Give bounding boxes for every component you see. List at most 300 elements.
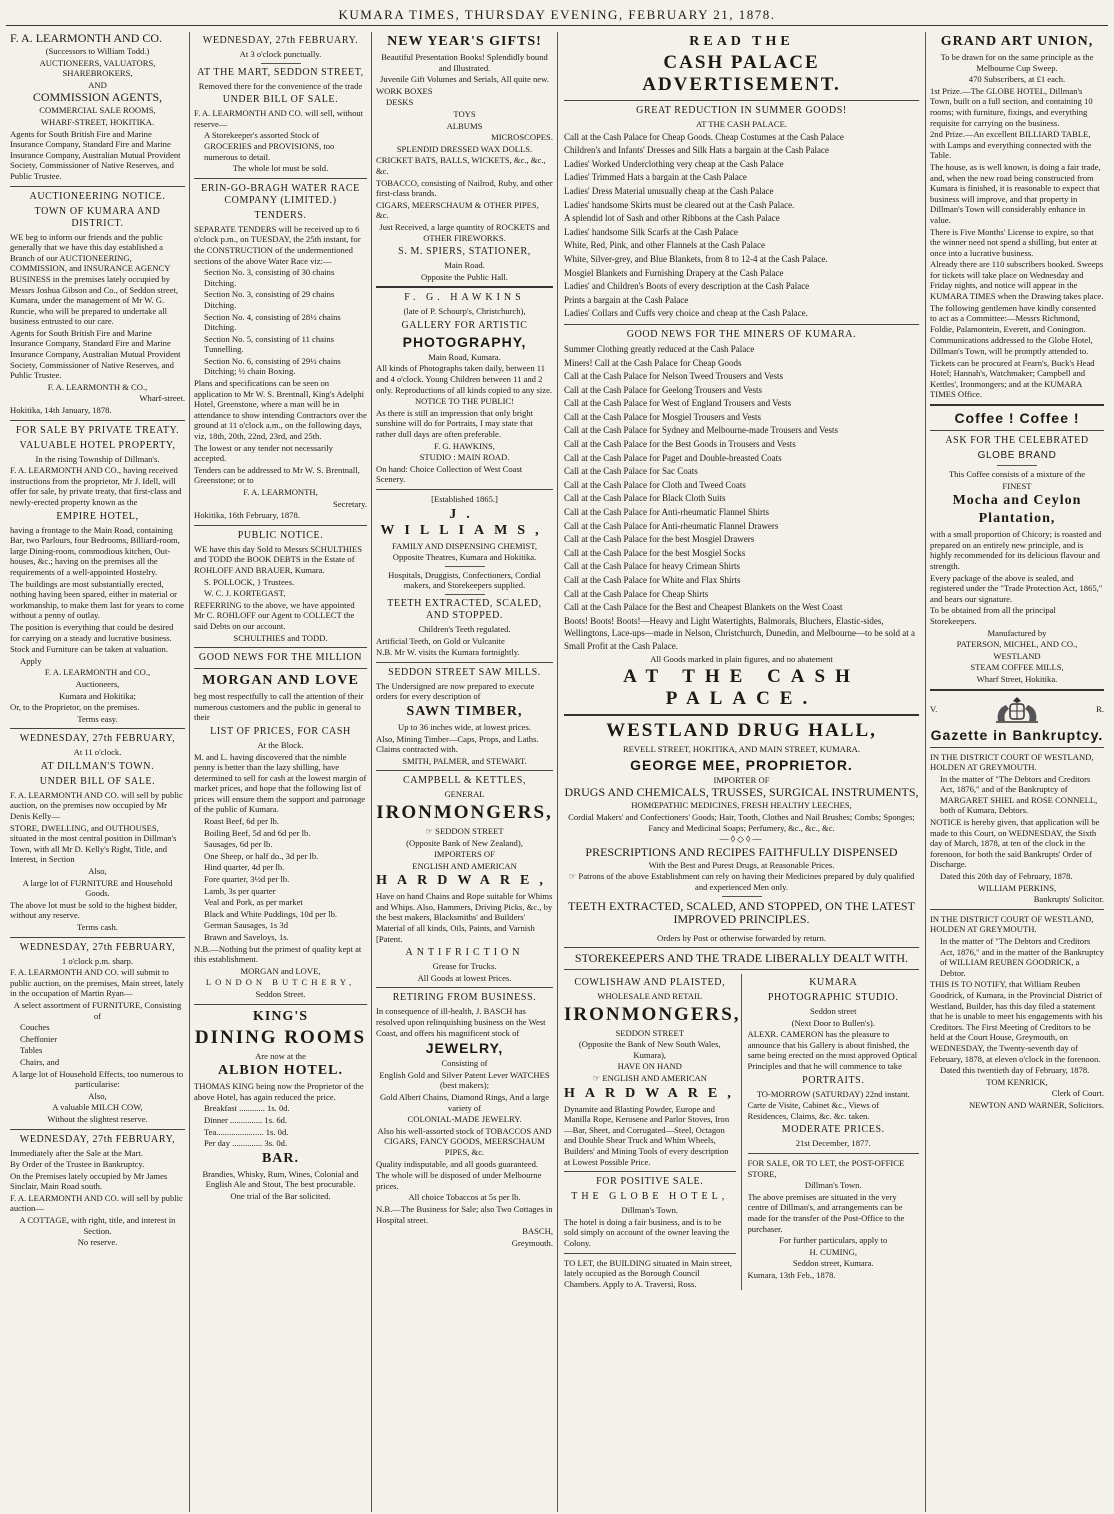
ad-heading: HARDWARE,	[564, 1085, 741, 1101]
ad-heading: FOR SALE BY PRIVATE TREATY.	[15, 424, 180, 436]
price-item: Hind quarter, 4d per lb.	[204, 862, 285, 873]
ad-text: Already there are 110 subscribers booked. Sweeps for tickets will take place on Wednesday and Friday nights, and notice will appear in the KUMARA TIMES when the Drawing takes place.	[930, 259, 1104, 302]
ad-heading: ASK FOR THE CELEBRATED	[945, 435, 1089, 446]
ad-line: 470 Subscribers, at £1 each.	[968, 74, 1066, 85]
columns	[6, 32, 1108, 1512]
ad-line: (Opposite Bank of New Zealand),	[406, 837, 523, 848]
ad-line: CRICKET BATS, BALLS, WICKETS, &c., &c., &c.	[376, 155, 546, 176]
ad-heading: ALBION HOTEL.	[217, 1063, 344, 1079]
ad-line: WORK BOXES	[376, 85, 433, 96]
ad-heading: Coffee ! Coffee !	[954, 410, 1080, 426]
ad-signature: Clerk of Court.	[1051, 1088, 1104, 1099]
meal-name: Tea......................	[204, 1126, 264, 1137]
column-3	[372, 32, 558, 1512]
divider	[261, 63, 301, 64]
dining-price-list	[194, 1103, 367, 1148]
pointing-hand-icon: ☞	[568, 871, 577, 882]
ad-line: Terms cash.	[77, 922, 118, 932]
ad-line: ALBUMS	[446, 120, 483, 131]
list-item: Call at the Cash Palace for Sydney and Melbourne-made Trousers and Vests	[564, 425, 839, 436]
ad-heading: EMPIRE HOTEL,	[56, 510, 139, 522]
ad-line: TEETH EXTRACTED, SCALED, AND STOPPED, ON THE LATEST IMPROVED PRINCIPLES.	[568, 898, 915, 926]
ad-line: (late of P. Schourp's, Christchurch),	[403, 306, 526, 317]
ad-heading: PORTRAITS.	[802, 1074, 865, 1086]
ad-text: Stock and Furniture can be taken at valuation.	[10, 644, 168, 655]
ad-line: COLONIAL-MADE JEWELRY.	[407, 1114, 522, 1125]
ad-date: Dated this 20th day of February, 1878.	[940, 871, 1073, 882]
ad-text: Plans and specifications can be seen on application to Mr W. S. Brentnall, King's Adelphi Hotel, Greenstone, where a man will be in attendance to show intending Contractors over the ground at 11 o'clock a.m., on the following days, viz, 18th, 20th, 22nd, 23rd, and 25th.	[194, 378, 367, 442]
ad-line: SPLENDID DRESSED WAX DOLLS.	[396, 143, 533, 154]
ad-heading: GOOD NEWS FOR THE MINERS OF KUMARA.	[626, 328, 857, 340]
list-item: Boots! Boots! Boots!—Heavy and Light Watertights, Balmorals, Bluchers, Elastic-sides, Wellingtons, Lace-ups—made in Nelson, Christchurch, Dunedin, and Melbourne—to be sold at a Small Profit at the Cash Palace.	[564, 615, 915, 651]
ad-line: All choice Tobaccos at 5s per lb.	[408, 1192, 521, 1203]
ad-line: At 11 o'clock.	[73, 747, 122, 758]
divider	[194, 525, 367, 526]
trustee-name: W. C. J. KORTEGAST,	[204, 588, 286, 599]
ad-heading: FOR POSITIVE SALE.	[596, 1176, 704, 1188]
ad-line: Section No. 3, consisting of 30 chains Ditching.	[204, 267, 335, 288]
column-5	[926, 32, 1108, 1512]
ad-signature: Bankrupts' Solicitor.	[1033, 894, 1104, 905]
ad-line: At the Block.	[257, 739, 304, 750]
ad-heading: COWLISHAW AND PLAISTED,	[574, 977, 726, 989]
ad-signature: STEAM COFFEE MILLS,	[970, 662, 1064, 673]
list-item: Call at the Cash Palace for Anti-rheumatic Flannel Drawers	[564, 520, 779, 531]
ad-heading: CASH PALACE ADVERTISEMENT.	[642, 52, 841, 95]
price-item: German Sausages, 1s 3d	[204, 920, 289, 931]
list-item: Summer Clothing greatly reduced at the Cash Palace	[564, 343, 755, 354]
ad-line: HAVE ON HAND	[617, 1061, 682, 1072]
ad-text: NOTICE is hereby given, that application will be made to this Court, on WEDNESDAY, the Sixth day of March, 1878, at ten of the clock in the forenoon, for both the said Bankrupts' Order of Discharge.	[930, 817, 1100, 870]
ad-line: At 3 o'clock punctually.	[239, 49, 322, 59]
ad-text: The lowest or any tender not necessarily accepted.	[194, 442, 333, 464]
column-4	[558, 32, 926, 1512]
ad-text: There is Five Months' License to expire, so that the winner need not spend a shilling, but enter at once into a lucrative business.	[930, 226, 1098, 258]
ad-text: By Order of the Trustee in Bankruptcy.	[10, 1159, 145, 1170]
ad-signature: SMITH, PALMER, and STEWART.	[402, 755, 527, 766]
ad-heading: NEW YEAR'S GIFTS!	[387, 34, 542, 49]
ad-signature: Terms easy.	[77, 713, 118, 724]
meal-name: Per day ..............	[204, 1138, 263, 1149]
ad-date: Dated this twentieth day of February, 1878.	[940, 1065, 1090, 1076]
list-item: Call at the Cash Palace for Paget and Double-breasted Coats	[564, 452, 782, 463]
price-item: Roast Beef, 6d per lb.	[204, 816, 279, 827]
ad-text: TO LET, the BUILDING situated in Main street, lately occupied as the Borough Council Chambers. Apply to A. Traversi, Ross.	[564, 1257, 732, 1289]
price-item: One Sheep, or half do., 3d per lb.	[204, 850, 319, 861]
divider	[10, 420, 185, 421]
ad-text: The house, as is well known, is doing a fair trade, and, when the new road being constructed from Kumara is finished, it is reasonable to expect that business will improve, and that property in Dillman's Town will considerably enhance in value.	[930, 161, 1101, 225]
divider	[564, 714, 919, 716]
divider	[930, 430, 1104, 431]
ad-date: Hokitika, 14th January, 1878.	[10, 405, 112, 416]
ornament-divider: —◊◇◊—	[719, 834, 764, 845]
ad-heading: RETIRING FROM BUSINESS.	[392, 992, 537, 1004]
ad-heading: TEETH EXTRACTED, SCALED, AND STOPPED.	[387, 597, 542, 621]
ad-text: All kinds of Photographs taken daily, between 11 and 4 o'clock. Young Children between 11 and 2 only. Reproductions of all kinds copied to any size.	[376, 363, 553, 395]
ad-text: Tenders can be addressed to Mr W. S. Brentnall, Greenstone; or to	[194, 464, 360, 486]
divider	[376, 489, 553, 490]
ad-line: AUCTIONEERS, VALUATORS, SHAREBROKERS,	[39, 57, 156, 79]
ad-line: TOYS	[453, 108, 476, 119]
list-item: Ladies' Collars and Cuffs very choice and cheap at the Cash Palace.	[564, 308, 808, 319]
ad-heading: PHOTOGRAPHY,	[402, 333, 527, 350]
divider	[564, 947, 919, 948]
list-item: Call at the Cash Palace for Anti-rheumatic Flannel Shirts	[564, 507, 769, 518]
ad-heading: SEDDON STREET SAW MILLS.	[388, 666, 541, 678]
ad-text: Agents for South British Fire and Marine Insurance Company, Standard Fire and Marine Insurance Company, Australian Mutual Provident Society, Commissioner of Native Reserves, and Public Trustee.	[10, 327, 181, 381]
learmonth-ad	[10, 32, 185, 182]
bottom-split	[564, 974, 919, 1290]
ad-heading: FOR SALE, OR TO LET, the POST-OFFICE STORE,	[747, 1158, 905, 1179]
ad-heading: WESTLAND DRUG HALL,	[606, 720, 877, 742]
ad-line: GENERAL	[444, 789, 485, 800]
divider	[194, 1004, 367, 1005]
ad-line: Section No. 5, consisting of 11 chains Tunnelling.	[204, 333, 335, 355]
ad-line: Without the slightest reserve.	[47, 1113, 148, 1124]
ad-text: STORE, DWELLING, and OUTHOUSES, situated in the most central position in Dillman's Town, with all Mr D. Kelly's Right, Title, and Interest, in Section	[10, 822, 177, 865]
ad-signature: Secretary.	[332, 498, 367, 509]
ad-line: Dillman's Town.	[621, 1205, 679, 1216]
ad-heading: THE GLOBE HOTEL,	[571, 1191, 729, 1203]
list-item: Call at the Cash Palace for West of England Trousers and Vests	[564, 398, 792, 409]
ad-line: Section No. 6, consisting of 29½ chains Ditching; ½ chain Boxing.	[204, 355, 341, 377]
list-item: Ladies' handsome Silk Scarfs at the Cash Palace	[564, 226, 738, 237]
divider	[997, 465, 1037, 466]
ad-signature: Or, to the Proprietor, on the premises.	[10, 702, 140, 713]
ad-line: FAMILY AND DISPENSING CHEMIST,	[391, 540, 538, 551]
ad-line: A large lot of FURNITURE and Household Goods.	[22, 877, 173, 899]
ad-text: The whole will be disposed of under Melbourne prices.	[376, 1170, 542, 1191]
reduction-list	[564, 131, 919, 320]
divider	[930, 689, 1104, 691]
ad-heading: DINING ROOMS	[194, 1026, 367, 1048]
ad-line: Juvenile Gift Volumes and Serials, All quite new.	[380, 74, 549, 85]
ad-heading: TENDERS.	[254, 209, 307, 221]
list-item: Call at the Cash Palace for Nelson Tweed Trousers and Vests	[564, 371, 784, 382]
ad-heading: WEDNESDAY, 27th FEBRUARY.	[202, 35, 359, 46]
divider	[564, 324, 919, 325]
ad-signature: Main Road.	[444, 260, 485, 271]
divider	[194, 668, 367, 669]
ad-heading: UNDER BILL OF SALE.	[39, 775, 156, 787]
ad-text: THOMAS KING being now the Proprietor of the above Hotel, has again reduced the price.	[194, 1081, 364, 1102]
ad-line: Section No. 4, consisting of 28½ chains Ditching.	[204, 311, 341, 333]
ad-line: Artificial Teeth, on Gold or Vulcanite	[376, 635, 505, 646]
ad-line: Orders by Post or otherwise forwarded by return.	[657, 932, 826, 943]
list-item: White, Silver-grey, and Blue Blankets, from 8 to 12-4 at the Cash Palace.	[564, 253, 828, 264]
price-item: Sausages, 6d per lb.	[204, 839, 273, 850]
ad-text: As there is still an impression that only bright sunshine will do for Portraits, I may state that rather dull days are often preferable.	[376, 407, 534, 440]
list-item: Call at the Cash Palace for the Best Goods in Trousers and Vests	[564, 439, 796, 450]
price-item: Black and White Puddings, 10d per lb.	[204, 908, 338, 919]
ad-heading: SAWN TIMBER,	[406, 703, 523, 719]
miners-list	[564, 343, 919, 653]
ad-signature: LONDON BUTCHERY,	[205, 977, 356, 988]
ad-signature: F. G. HAWKINS,	[434, 440, 495, 451]
ad-text: N.B.—The Business for Sale; also Two Cottages in Hospital street.	[376, 1203, 553, 1225]
divider	[10, 1129, 185, 1130]
ad-text: The following gentlemen have kindly consented to act as a Committee:—Messrs Richmond, Foldie, Palamontein, Everett, and Conington.	[930, 302, 1096, 334]
ad-line: All Goods at lowest Prices.	[417, 972, 512, 983]
ad-text: SEPARATE TENDERS will be received up to 6 o'clock p.m., on TUESDAY, the 25th instant, for the CONSTRUCTION of the undermentioned sections of the above Water Race viz:—	[194, 223, 361, 266]
ad-text: 2nd Prize.—An excellent BILLIARD TABLE, with Lamps and everything connected with the Table.	[930, 129, 1092, 161]
ad-line: For further particulars, apply to	[779, 1235, 888, 1246]
ad-line: ENGLISH AND AMERICAN	[412, 860, 517, 871]
ad-line: Brandies, Whisky, Rum, Wines, Colonial and English Ale and Stout, The best procurable.	[202, 1168, 359, 1190]
price-item: Brawn and Saveloys, 1s.	[204, 932, 289, 942]
ad-heading: IRONMONGERS,	[564, 1003, 741, 1025]
ad-signature: BASCH,	[522, 1226, 553, 1237]
ad-signature: Seddon street, Kumara.	[792, 1258, 874, 1269]
auction-notice-head: AUCTIONEERING NOTICE.	[29, 190, 166, 202]
ad-line: Couches	[20, 1022, 50, 1033]
ad-signature: Wharf-street.	[139, 393, 185, 404]
ad-text: Agents for South British Fire and Marine Insurance Company, Standard Fire and Marine Insurance Company, Australian Mutual Provident Society, Commissioner of Native Reserves, and Public Trustee.	[10, 128, 181, 181]
ad-heading: ERIN-GO-BRAGH WATER RACE COMPANY (LIMITED.)	[201, 182, 360, 206]
price-list	[194, 816, 367, 943]
list-item: Call at the Cash Palace for Sac Coats	[564, 466, 698, 477]
divider	[564, 100, 919, 101]
ad-text: WE beg to inform our friends and the public generally that we have this day established a Branch of our AUCTIONEERING, COMMISSION, and INSURANCE AGENCY BUSINESS in the premises lately occupied by Messrs Joshua Gibson and Co., of Seddon street, Kumara, under the management of Mr W. G. Runcie, who will be prepared to undertake all business entrusted to our care.	[10, 231, 179, 327]
ad-date: Kumara, 13th Feb., 1878.	[747, 1269, 836, 1280]
ad-heading: HARDWARE,	[376, 873, 553, 889]
ad-text: N.B.—Nothing but the primest of quality kept at this establishment.	[194, 943, 362, 965]
list-item: Call at the Cash Palace for Black Cloth Suits	[564, 493, 726, 504]
divider	[10, 728, 185, 729]
ad-heading: GOOD NEWS FOR THE MILLION	[198, 652, 363, 664]
ad-heading: GREAT REDUCTION IN SUMMER GOODS!	[636, 105, 847, 116]
ad-signature: Auctioneers,	[75, 678, 120, 689]
ad-text: In the matter of "The Debtors and Creditors Act, 1876," and in the matter of the Bankruptcy of WILLIAM REUBEN GOODRICK, a Debtor.	[940, 936, 1104, 978]
ad-signature: TOM KENRICK,	[986, 1076, 1048, 1087]
list-item: Children's and Infants' Dresses and Silk Hats a bargain at the Cash Palace	[564, 145, 830, 156]
ad-signature: S. M. SPIERS, STATIONER,	[398, 246, 531, 258]
ad-line: STOREKEEPERS AND THE TRADE LIBERALLY DEALT WITH.	[574, 951, 909, 966]
divider	[194, 647, 367, 648]
list-item: Ladies' Trimmed Hats a bargain at the Cash Palace	[564, 172, 747, 183]
list-item: Call at the Cash Palace for the Best and Cheapest Blankets on the West Coast	[564, 602, 843, 613]
price-item: Boiling Beef, 5d and 6d per lb.	[204, 827, 311, 838]
crest-letter: V.	[930, 704, 938, 715]
meal-price: 1s. 0d.	[265, 1126, 289, 1137]
ad-text: To be obtained from all the principal Storekeepers.	[930, 605, 1056, 626]
ad-line: Are now at the	[255, 1050, 306, 1061]
ad-line: ENGLISH AND AMERICAN	[602, 1073, 707, 1084]
dining-price-row	[204, 1115, 367, 1126]
ad-line: A valuable MILCH COW,	[52, 1102, 143, 1113]
ad-text: Carte de Visite, Cabinet &c., Views of Residences, Claims, &c. &c. taken.	[747, 1100, 880, 1121]
ad-line: WHOLESALE AND RETAIL	[597, 991, 703, 1002]
ck-street-line	[376, 826, 553, 837]
ad-heading: READ THE	[689, 34, 794, 49]
divider	[445, 566, 485, 567]
ad-heading: MODERATE PRICES.	[781, 1124, 885, 1136]
price-item: Fore quarter, 3½d per lb.	[204, 874, 290, 885]
ad-text: F. A. LEARMONTH AND CO. will sell by public auction, on the premises now occupied by Mr Denis Kelly—	[10, 789, 183, 822]
dining-price-row	[204, 1103, 367, 1114]
ad-line: English Gold and Silver Patent Lever WATCHES (best makers);	[379, 1069, 550, 1091]
list-item: Prints a bargain at the Cash Palace	[564, 294, 689, 305]
ad-heading: VALUABLE HOTEL PROPERTY,	[19, 439, 176, 451]
ad-line: Gold Albert Chains, Diamond Rings, And a large variety of	[379, 1092, 550, 1113]
ad-line: Beautiful Presentation Books! Splendidly bound and Illustrated.	[381, 52, 548, 73]
ad-line: IMPORTERS OF	[434, 849, 495, 860]
ad-text: Dynamite and Blasting Powder, Europe and Manilla Rope, Kerosene and Parlor Stoves, Iron—Bar, Sheet, and Corrugated—Steel, Octagon and Double Shear Truck and Whim Wheels, Builders' and Mining Tools of every description at Lowest Possible Price.	[564, 1103, 730, 1167]
ad-line: Main Road, Kumara.	[428, 351, 501, 362]
ad-heading: WEDNESDAY, 27th FEBRUARY,	[19, 1133, 176, 1145]
list-item: Call at the Cash Palace for White and Flax Shirts	[564, 575, 741, 585]
ad-text: In consequence of ill-health, J. BASCH has resolved upon relinquishing business on the West Coast, and offers his magnificent stock of	[376, 1006, 546, 1038]
list-item: Ladies' Worked Underclothing very cheap at the Cash Palace	[564, 158, 784, 169]
divider	[564, 969, 919, 970]
ad-line: Hospitals, Druggists, Confectioners, Cordial makers, and Storekeepers supplied.	[388, 569, 541, 591]
ad-line: DESKS	[386, 97, 414, 108]
divider	[10, 937, 185, 938]
ad-heading: GRAND ART UNION,	[940, 34, 1094, 49]
ad-signature: F. A. LEARMONTH & CO.,	[47, 381, 148, 392]
ad-text: The Undersigned are now prepared to execute orders for every description of	[376, 680, 535, 702]
ad-heading: TOWN OF KUMARA AND DISTRICT.	[34, 205, 161, 229]
ad-line: The whole lot must be sold.	[232, 163, 329, 174]
ad-line: COMMERCIAL SALE ROOMS,	[39, 105, 156, 116]
ad-text: Quality indisputable, and all goods guaranteed.	[376, 1158, 539, 1169]
ad-line: PRESCRIPTIONS AND RECIPES FAITHFULLY DISPENSED	[585, 844, 898, 859]
meal-price: 1s. 6d.	[264, 1114, 288, 1125]
ad-text: Also, Mining Timber—Caps, Props, and Laths. Claims contracted with.	[376, 733, 539, 755]
ad-signature: Apply	[20, 655, 42, 666]
divider	[376, 987, 553, 988]
ad-line: Cordial Makers' and Confectioners' Goods; Hair, Tooth, Clothes and Nail Brushes; Combs; Sponges; Fancy and Medicinal Soaps; Perfumery, &c., &c., &c.	[568, 811, 915, 833]
list-item: Call at the Cash Palace for the best Mosgiel Drawers	[564, 534, 755, 545]
divider	[376, 286, 553, 288]
ad-line: CIGARS, MEERSCHAUM & OTHER PIPES, &c.	[376, 199, 539, 221]
ad-text: F. A. LEARMONTH AND CO. will sell by public auction—	[10, 1192, 183, 1214]
ad-line: Patrons of the above Establishment can rely on having their Medicines prepared by duly qualified and experienced Men only.	[578, 871, 915, 892]
ad-text: On the Premises lately occupied by Mr James Sinclair, Main Road south.	[10, 1170, 168, 1192]
ad-line: A select assortment of FURNITURE, Consisting of	[13, 999, 182, 1021]
ad-signature: STUDIO : MAIN ROAD.	[419, 452, 510, 463]
ad-line: TOBACCO, consisting of Nailrod, Ruby, and other first-class brands.	[376, 177, 553, 199]
ad-line: Opposite Theatres, Kumara and Hokitika.	[392, 552, 537, 563]
ad-line: To be drawn for on the same principle as the Melbourne Cup Sweep.	[940, 52, 1094, 73]
ad-line: WHARF-STREET, HOKITIKA.	[40, 116, 155, 127]
ad-text: with a small proportion of Chicory; is roasted and prepared on an entirely new principle, and is highly recommended for its delicious flavour and strength.	[930, 529, 1102, 571]
column-1	[6, 32, 190, 1512]
dining-price-row	[204, 1127, 367, 1138]
ad-heading: IN THE DISTRICT COURT OF WESTLAND, HOLDEN AT GREYMOUTH.	[930, 913, 1094, 935]
ad-text: Communications addressed to the Globe Hotel, Dillman's Town, will be promptly attended to.	[930, 335, 1093, 357]
ad-line: Children's Teeth regulated.	[418, 623, 511, 634]
ad-line: 1 o'clock p.m. sharp.	[61, 955, 134, 966]
divider	[376, 770, 553, 771]
ad-line: One trial of the Bar solicited.	[230, 1190, 331, 1201]
ad-line: FINEST	[1002, 480, 1032, 491]
ad-heading: Mocha and Ceylon	[952, 493, 1082, 509]
ad-heading: GLOBE BRAND	[977, 450, 1057, 461]
ad-heading: WEDNESDAY, 27th FEBRUARY,	[19, 733, 176, 745]
ad-heading: UNDER BILL OF SALE.	[222, 94, 339, 106]
list-item: Ladies' handsome Skirts must be cleared out at the Cash Palace.	[564, 199, 795, 210]
ad-text: 1st Prize.—The GLOBE HOTEL, Dillman's Town, built on a full section, and containing 10 rooms; with furniture, fixings, and everything requisite for carrying on the business.	[930, 85, 1093, 128]
ad-line: AND	[88, 79, 107, 90]
ad-signature: SCHULTHIES and TODD.	[233, 632, 328, 643]
ad-heading: LIST OF PRICES, FOR CASH	[210, 725, 351, 737]
ad-signature: Wharf Street, Hokitika.	[976, 673, 1058, 684]
ad-line: (Successors to William Todd.)	[45, 46, 150, 56]
list-item: Call at the Cash Palace for heavy Crimean Shirts	[564, 561, 740, 572]
ad-line: Chairs, and	[20, 1056, 60, 1067]
ad-text: F. A. LEARMONTH AND CO. will sell, without reserve—	[194, 108, 364, 129]
ad-line: MICROSCOPES.	[491, 132, 553, 143]
ad-line: IMPORTER OF	[713, 774, 770, 785]
divider	[930, 404, 1104, 406]
meal-price: 3s. 0d.	[264, 1138, 288, 1149]
ad-line: Cheffonier	[20, 1033, 58, 1044]
divider	[930, 747, 1104, 748]
ad-text: The above premises are situated in the very centre of Dillman's, and arrangements can be made for the transfer of the Post-Office to the purchaser.	[747, 1191, 905, 1234]
ad-date: Hokitika, 16th February, 1878.	[194, 510, 300, 521]
meal-name: Breakfast ............	[204, 1103, 265, 1114]
ad-heading: PHOTOGRAPHIC STUDIO.	[767, 992, 899, 1004]
ad-line: COMMISSION AGENTS,	[32, 90, 163, 105]
ad-heading: KING'S	[252, 1008, 308, 1024]
ad-text: In the matter of "The Debtors and Creditors Act, 1876," and of the Bankruptcy of MARGARET SHIEL and ROSE CONNELL, both of Kumara, Debtors.	[940, 773, 1098, 816]
ad-line: Dillman's Town.	[804, 1180, 862, 1191]
ad-signature: WILLIAM PERKINS,	[977, 882, 1057, 893]
divider	[376, 662, 553, 663]
ad-line: Also,	[88, 1090, 107, 1101]
ad-text: The position is everything that could be desired for carrying on a steady and lucrative business.	[10, 621, 174, 643]
price-item: Veal and Pork, as per market	[204, 897, 303, 908]
ad-signature: Opposite the Public Hall.	[421, 271, 508, 282]
ad-text: A Storekeeper's assorted Stock of GROCERIES and PROVISIONS, too numerous to detail.	[204, 130, 335, 162]
ad-line: Tables	[20, 1045, 43, 1056]
ad-text: The buildings are most substantially erected, nothing having been spared, either in material or workmanship, to make them last for years to come without a penny of outlay.	[10, 578, 184, 621]
list-item: Call at the Cash Palace for Cheap Goods. Cheap Costumes at the Cash Palace	[564, 131, 844, 142]
trustee-name: S. POLLOCK,	[204, 576, 255, 587]
ad-line: Also,	[88, 866, 107, 877]
ad-heading: PUBLIC NOTICE.	[237, 529, 324, 541]
divider	[748, 1153, 920, 1154]
ad-line: TO-MORROW (SATURDAY) 22nd instant.	[756, 1088, 910, 1099]
ad-text: The hotel is doing a fair business, and is to be sold simply on account of the owner leaving the Colony.	[564, 1216, 730, 1248]
ad-text: ALEXR. CAMERON has the pleasure to announce that his Gallery is about finished, the same being erected on the most approved Optical Principles and that he will commence to take	[747, 1029, 918, 1072]
ad-text: REFERRING to the above, we have appointed Mr C. ROHLOFF our Agent to COLLECT the said Debts on our account.	[194, 599, 355, 631]
list-item: Call at the Cash Palace for Cloth and Tweed Coats	[564, 479, 746, 490]
list-item: White, Red, Pink, and other Flannels at the Cash Palace	[564, 240, 765, 251]
list-item: Ladies' and Children's Boots of every description at the Cash Palace	[564, 281, 810, 292]
list-item: Miners! Call at the Cash Palace for Cheap Goods	[564, 357, 742, 368]
ad-text: WE have this day Sold to Messrs SCHULTHIES and TODD the BOOK DEBTS in the Estate of ROHLOFF AND BRAUER, Kumara.	[194, 543, 362, 575]
dining-price-row	[204, 1138, 367, 1149]
list-item: Mosgiel Blankets and Furnishing Drapery at the Cash Palace	[564, 267, 784, 278]
ad-signature: Kumara and Hokitika;	[59, 690, 136, 701]
ad-line: Also his well-assorted stock of TOBACCOS AND CIGARS, FANCY GOODS, MEERSCHAUM PIPES, &c.	[377, 1125, 552, 1157]
ad-text: having a frontage to the Main Road, containing Bar, two Parlours, four Bedrooms, Billiard-room, large Dining-room, commodious kitchen, Out-houses, &c.; having on the premises all the requirements of a well-appointed Hostelry.	[10, 524, 180, 577]
ad-line: SEDDON STREET	[615, 1027, 684, 1038]
ad-line: Just Received, a large quantity of ROCKETS and OTHER FIREWORKS.	[379, 221, 550, 243]
ad-heading: Plantation,	[978, 511, 1056, 527]
list-item: Call at the Cash Palace for Geelong Trousers and Vests	[564, 384, 763, 395]
ad-text: F. A. LEARMONTH AND CO. will submit to public auction, on the premises, Main street, lately in the occupation of Martin Ryan—	[10, 967, 184, 999]
column-2	[190, 32, 372, 1512]
ad-signature: Manufactured by	[987, 627, 1047, 638]
ad-line: Seddon street	[809, 1006, 857, 1017]
ad-text: N.B. Mr W. visits the Kumara fortnightly.	[376, 647, 520, 658]
ad-heading: WEDNESDAY, 27th FEBRUARY,	[19, 941, 176, 953]
ad-line: Consisting of	[441, 1058, 488, 1069]
list-item: A splendid lot of Sash and other Ribbons at the Cash Palace	[564, 213, 780, 224]
